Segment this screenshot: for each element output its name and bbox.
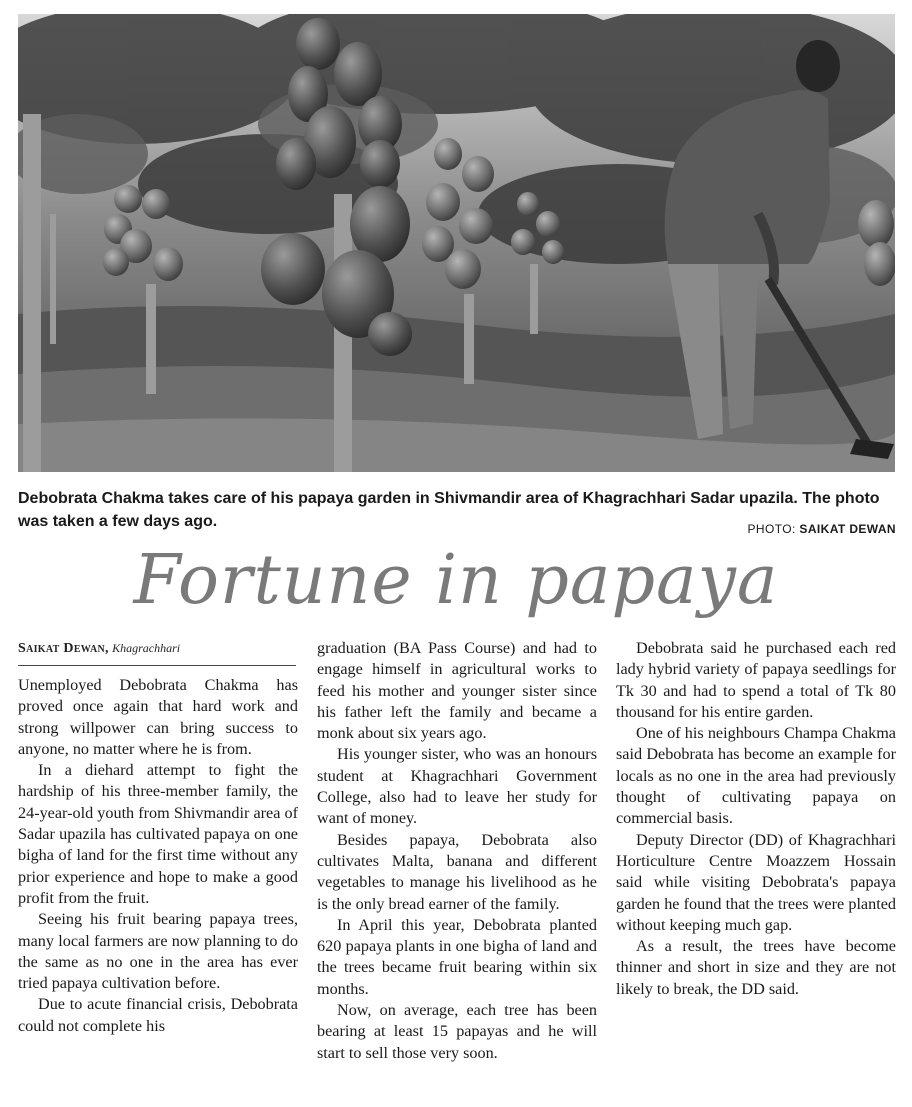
paragraph: As a result, the trees have become thinner and short in size and they are not likely to break, the DD said. (616, 937, 896, 998)
paragraph: Deputy Director (DD) of Khagrachhari Horticulture Centre Moazzem Hossain said while visiting Debobrata's papaya garden he found that the trees were planted without keeping much gap. (616, 830, 896, 934)
paragraph: In April this year, Debobrata planted 620 papaya plants in one bigha of land and the trees became fruit bearing within six months. (317, 915, 597, 998)
byline (18, 640, 296, 666)
article-photo (18, 14, 895, 472)
paragraph: Besides papaya, Debobrata also cultivates Malta, banana and different vegetables to manage his livelihood as he is the only bread earner of the family. (317, 830, 597, 913)
paragraph: Debobrata said he purchased each red lady hybrid variety of papaya seedlings for Tk 30 and had to spend a total of Tk 80 thousand for his entire garden. (616, 639, 896, 721)
byline-place: Khagrachhari (112, 641, 181, 655)
paragraph: Due to acute financial crisis, Debobrata could not complete his (18, 995, 298, 1035)
photo-credit-prefix: PHOTO: (747, 522, 800, 536)
photo-caption: Debobrata Chakma takes care of his papaya garden in Shivmandir area of Khagrachhari Sadar upazila. The photo was taken a few days ago. (18, 490, 880, 530)
paragraph: One of his neighbours Champa Chakma said Debobrata has become an example for locals as no one in the area had previously thought of cultivating papaya on commercial basis. (616, 724, 896, 828)
paragraph: graduation (BA Pass Course) and had to engage himself in agricultural works to feed his mother and younger sister since his father left the family and became a monk about six years ago. (317, 639, 597, 743)
photo-credit-name: SAIKAT DEWAN (799, 522, 896, 536)
paragraph: Seeing his fruit bearing papaya trees, many local farmers are now planning to do the same as no one in the area has ever tried papaya cultivation before. (18, 910, 298, 993)
paragraph: His younger sister, who was an honours student at Khagrachhari Government College, also had to leave her study for want of money. (317, 745, 597, 828)
paragraph: Now, on average, each tree has been bearing at least 15 papayas and he will start to sell those very soon. (317, 1001, 597, 1062)
photo-credit (748, 522, 897, 536)
article-column-3 (616, 638, 896, 1000)
paragraph: In a diehard attempt to fight the hardship of his three-member family, the 24-year-old youth from Shivmandir area of Sadar upazila has cultivated papaya on one bigha of land for the first time without any prior experience and hope to make a good profit from the fruit. (18, 761, 298, 907)
article-column-1 (18, 675, 298, 1037)
papaya-garden-photo-icon (18, 14, 895, 472)
article-headline: Fortune in papaya (133, 541, 779, 620)
paragraph: Unemployed Debobrata Chakma has proved once again that hard work and strong willpower can bring success to anyone, no matter where he is from. (18, 676, 298, 758)
article-column-2 (317, 638, 597, 1064)
byline-author: Saikat Dewan, (18, 641, 109, 656)
